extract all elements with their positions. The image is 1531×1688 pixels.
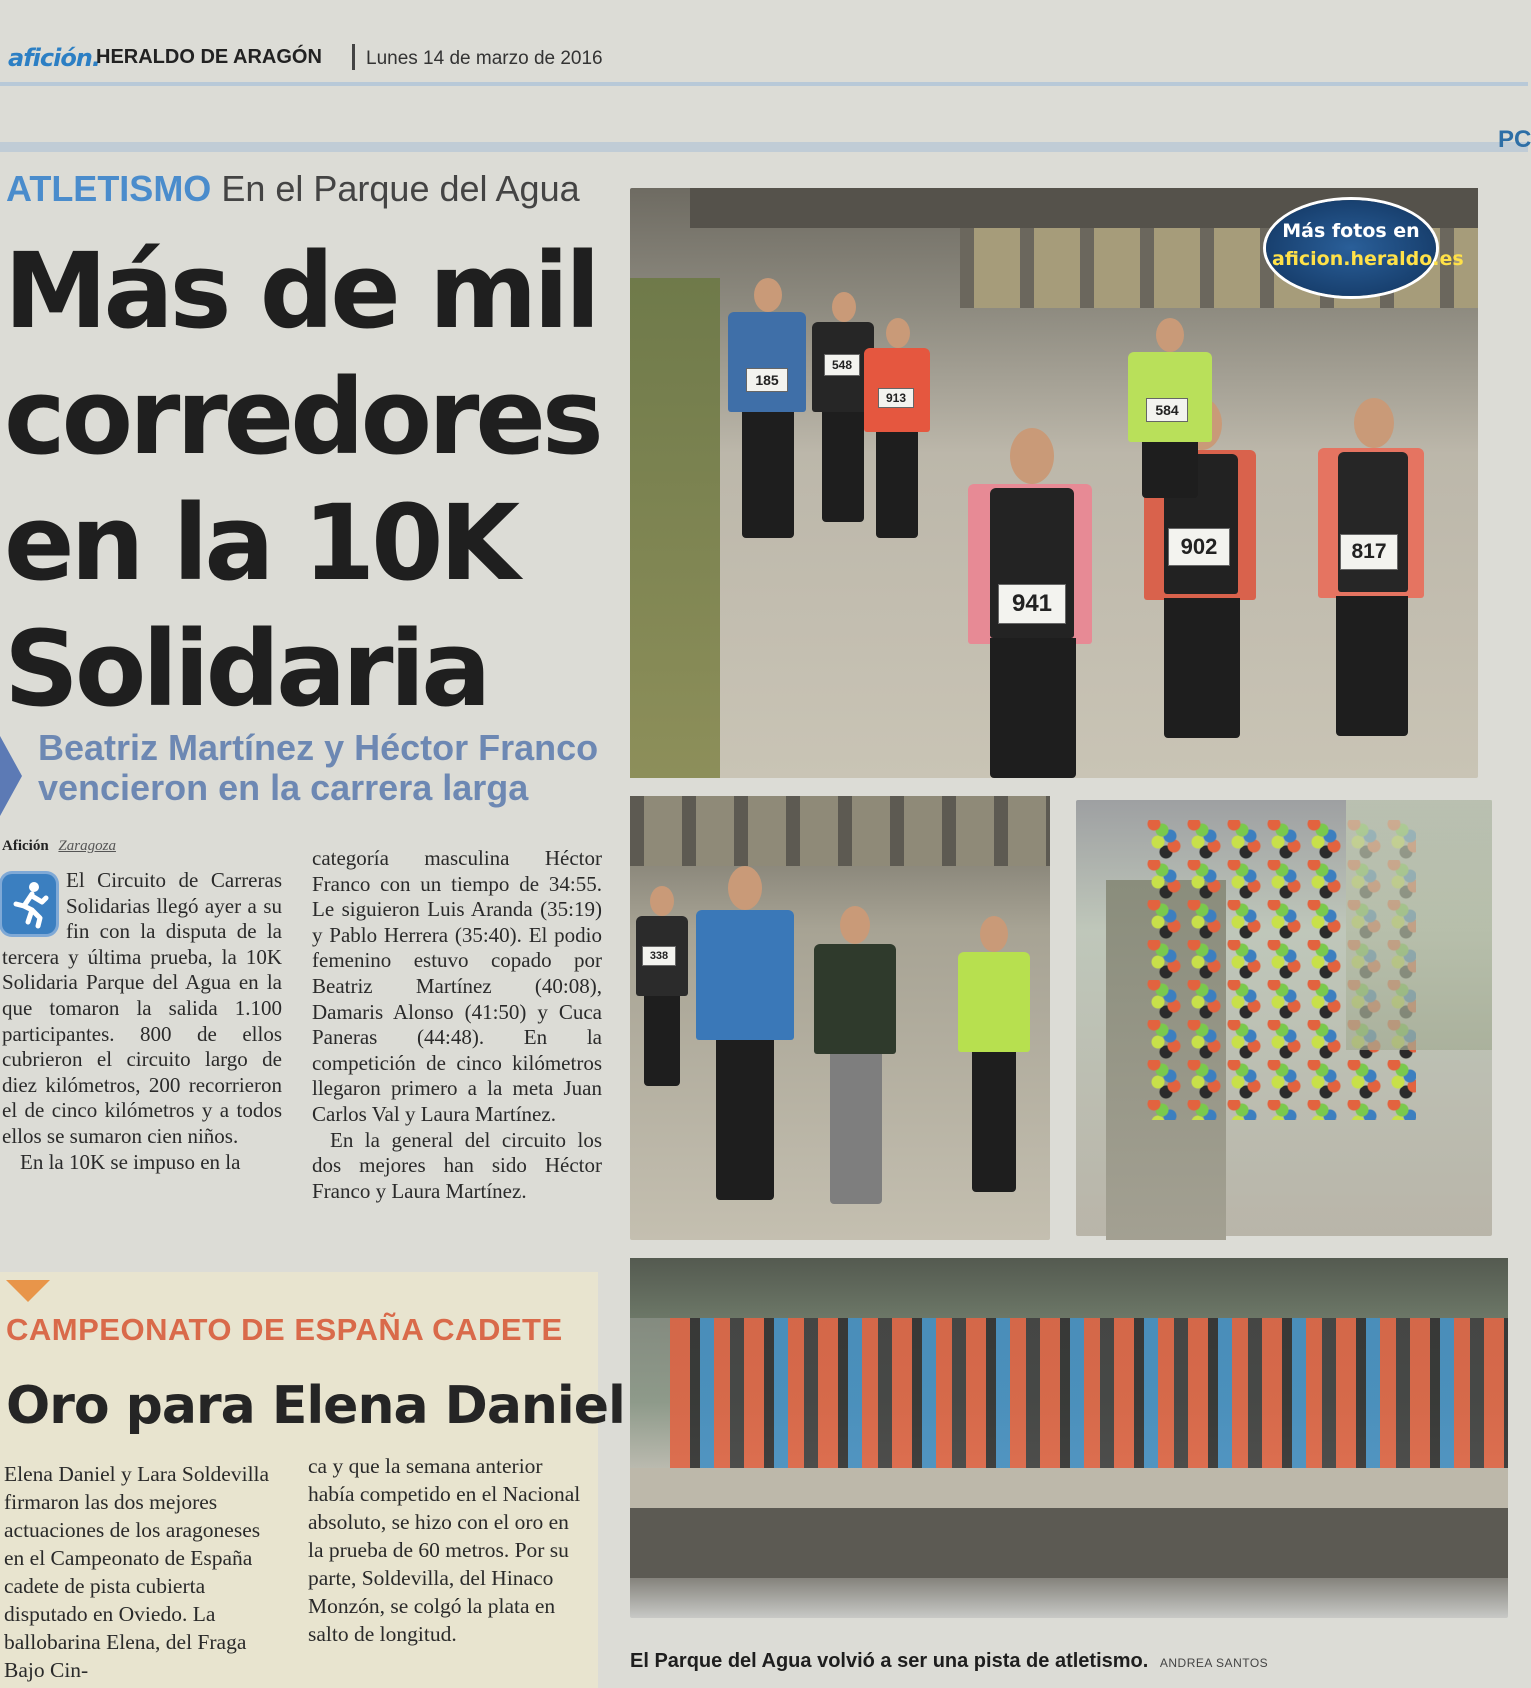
runner-head [754, 278, 782, 312]
runner-torso [814, 944, 896, 1054]
photo-runners-aerial [1076, 800, 1492, 1236]
bib-185: 185 [746, 368, 788, 392]
section-logo: afición. [8, 44, 101, 72]
subhead-arrow-icon [0, 736, 22, 816]
runner-vest [1338, 452, 1408, 592]
promo-badge-line2[interactable]: aficion.heraldo.es [1272, 248, 1464, 270]
runner-head [886, 318, 910, 348]
bib-913: 913 [878, 388, 914, 408]
photo-trees [1346, 800, 1492, 1050]
article-column-2 [312, 846, 602, 1204]
photo-crowd-band [670, 1318, 1508, 1468]
runner-legs [876, 432, 918, 538]
runner-blue-jacket [690, 866, 800, 1206]
bib-584: 584 [1146, 398, 1188, 422]
runner-legs [830, 1054, 882, 1204]
runner-legs [1336, 596, 1408, 736]
runner-legs [990, 638, 1076, 778]
promo-badge-line1[interactable]: Más fotos en [1282, 220, 1420, 242]
runner-legs [972, 1052, 1016, 1192]
photo-river-wall [630, 1508, 1508, 1578]
runner-legs [742, 412, 794, 538]
runner-torso [728, 312, 806, 412]
issue-date: Lunes 14 de marzo de 2016 [366, 48, 603, 69]
runner-pink-941 [950, 428, 1110, 778]
article-column-1 [2, 868, 282, 1175]
photo-runners-left [630, 796, 1050, 1240]
runner-head [980, 916, 1008, 952]
runner-legs [644, 996, 680, 1086]
photo-caption [630, 1650, 1268, 1673]
article-headline: Más de mil corredores en la 10K Solidaria [4, 230, 600, 730]
section-rule [0, 142, 1528, 152]
photo-path-band [630, 1468, 1508, 1508]
header-separator [352, 44, 355, 70]
runner-legs [1142, 442, 1198, 498]
runner-head [650, 886, 674, 916]
kicker-topic: En el Parque del Agua [221, 168, 580, 209]
runner-torso [1128, 352, 1212, 442]
runner-legs [1164, 598, 1240, 738]
runner-torso [696, 910, 794, 1040]
runner-icon [2, 874, 56, 934]
kicker-section: ATLETISMO [6, 168, 212, 209]
photo-fence [630, 796, 1050, 866]
runner-head [1156, 318, 1184, 352]
newspaper-name: HERALDO DE ARAGÓN [96, 46, 322, 68]
column-2-paragraph-2: En la general del circuito los dos mejores han sido Héctor Franco y Laura Martínez. [312, 1127, 602, 1203]
runner-head [832, 292, 856, 322]
byline-author: Afición [2, 838, 49, 854]
photo-grass-strip [630, 278, 720, 778]
article2-column-1: Elena Daniel y Lara Soldevilla firmaron las dos mejores actuaciones de los aragoneses en el Campeonato de España cadete de pista cubierta disputado en Oviedo. La ballobarina Elena, del Fraga Bajo Cin- [4, 1462, 270, 1682]
bib-902: 902 [1168, 528, 1230, 566]
caption-text: El Parque del Agua volvió a ser una pista de atletismo. [630, 1650, 1149, 1672]
runner-head [1010, 428, 1054, 484]
box-tab-marker [6, 1280, 50, 1302]
runner-584 [1120, 318, 1220, 498]
runner-legs [716, 1040, 774, 1200]
runner-817 [1306, 398, 1436, 738]
article2-column-2: ca y que la semana anterior había competido en el Nacional absoluto, se hizo con el oro en la prueba de 60 metros. Por su parte, Soldevilla, del Hinaco Monzón, se colgó la plata en salto de longitud. [308, 1454, 581, 1646]
column-2-paragraph: categoría masculina Héctor Franco con un tiempo de 34:55. Le siguieron Luis Aranda (35:19) y Pablo Herrera (35:40). El podio femenino estuvo copado por Beatriz Martínez (40:08), Damaris Alonso (41:50) y Cuca Paneras (44:48). En la competición de cinco kilómetros llegaron primero a la meta Juan Carlos Val y Laura Martínez. [312, 846, 602, 1126]
runner-head [728, 866, 762, 910]
byline [2, 838, 116, 855]
column-1-paragraph: El Circuito de Carreras Solidarias llegó ayer a su fin con la disputa de la tercera y última prueba, la 10K Solidaria Parque del Agua en la que tomaron la salida 1.100 participantes. 800 de ellos cubrieron el circuito largo de diez kilómetros, 200 recorrieron el de cinco kilómetros y a todos ellos se sumaron cien niños. [2, 868, 282, 1148]
runner-head [840, 906, 870, 944]
article2-headline: Oro para Elena Daniel [6, 1376, 625, 1436]
header-rule [0, 82, 1528, 86]
bib-338: 338 [642, 946, 676, 966]
photo-runners-riverside [630, 1258, 1508, 1618]
runner-head [1354, 398, 1394, 448]
byline-place: Zaragoza [58, 838, 116, 854]
runner-yellow-vest [954, 916, 1034, 1196]
bib-941: 941 [998, 584, 1066, 624]
column-1-paragraph-2: En la 10K se impuso en la [20, 1149, 241, 1174]
article2-kicker: CAMPEONATO DE ESPAÑA CADETE [6, 1312, 563, 1347]
runner-338 [634, 886, 690, 1086]
runner-913 [860, 318, 934, 538]
bib-817: 817 [1340, 534, 1398, 570]
bib-548: 548 [824, 354, 860, 376]
runner-185 [724, 278, 810, 538]
runner-legs [822, 412, 864, 522]
next-page-fragment: PC [1498, 126, 1531, 153]
runner-green-jacket [810, 906, 900, 1206]
photo-credit: ANDREA SANTOS [1159, 1656, 1269, 1670]
photo-trees-band [630, 1258, 1508, 1318]
article-kicker [6, 168, 580, 210]
runner-torso [958, 952, 1030, 1052]
article-subhead: Beatriz Martínez y Héctor Franco vencieron en la carrera larga [38, 727, 599, 808]
